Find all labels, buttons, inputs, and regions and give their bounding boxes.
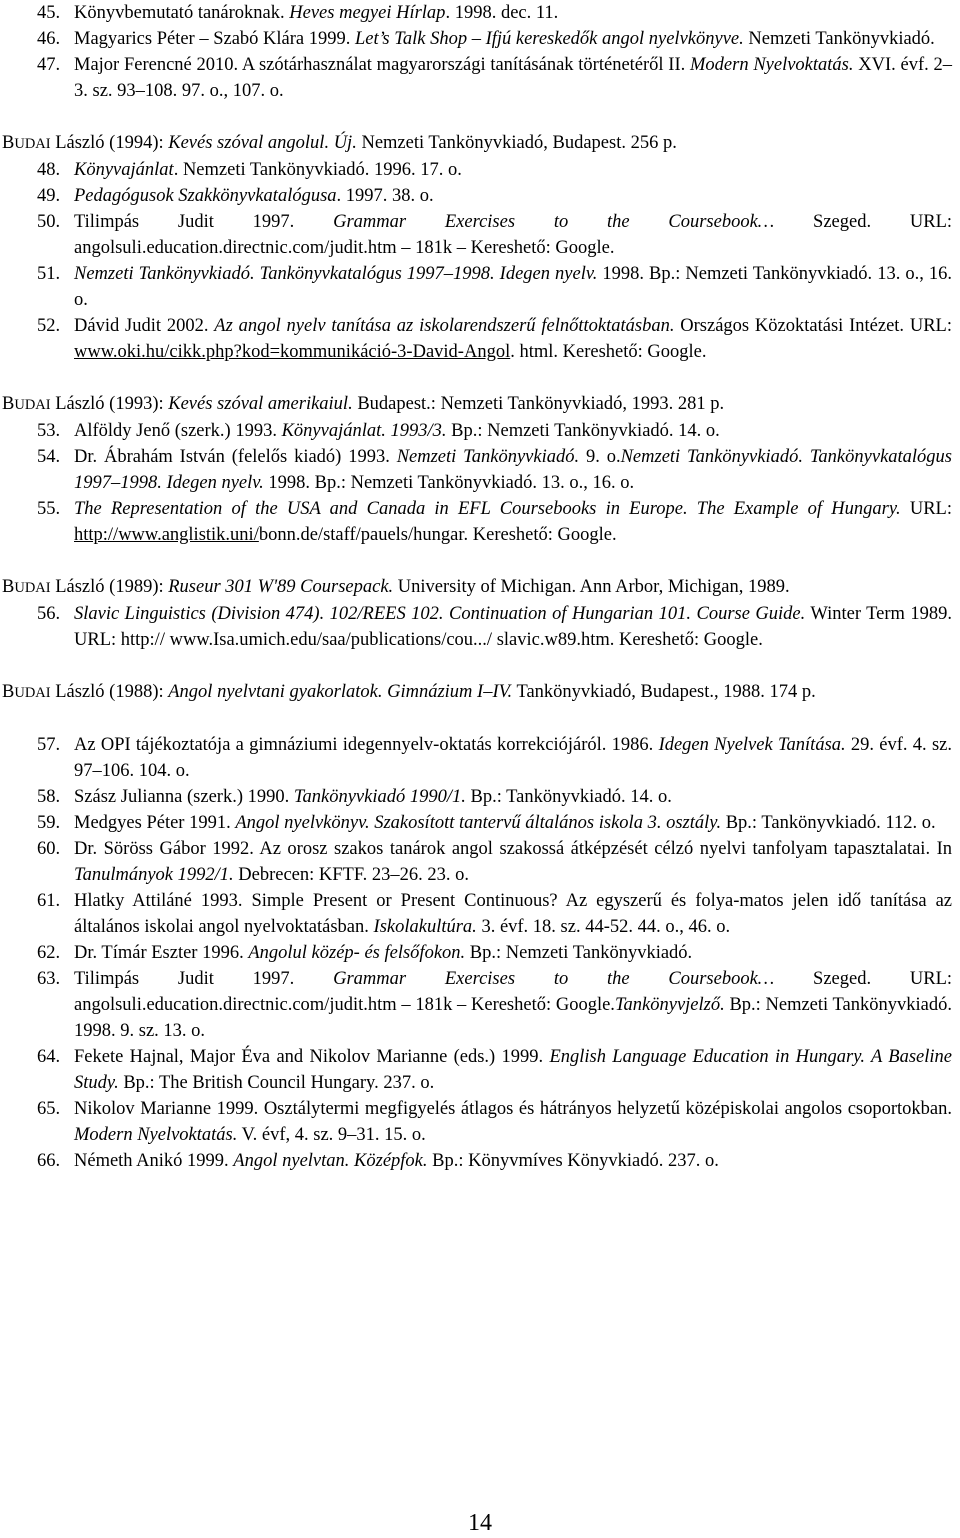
author-initial: B (2, 394, 15, 414)
text-run: Medgyes Péter 1991. (74, 813, 236, 833)
text-run: Nemzeti Tankönyvkiadó, Budapest. 256 p. (356, 133, 677, 153)
author-surname-smallcaps: UDAI (14, 580, 51, 596)
text-run: Magyarics Péter – Szabó Klára 1999. (74, 29, 356, 49)
text-run: . html. Kereshető: Google. (510, 342, 707, 362)
text-run: Szász Julianna (szerk.) 1990. (74, 787, 294, 807)
italic-title: Slavic Linguistics (Division 474). 102/REES 102. Continuation of Hungarian 101. Course Guide. (74, 604, 806, 624)
italic-title: Angol nyelvtani gyakorlatok. Gimnázium I–IV. (168, 682, 513, 702)
entry-number: 54. (37, 447, 61, 467)
text-run: László (1993): (50, 394, 169, 414)
section-heading (0, 574, 960, 601)
reference-list (0, 601, 960, 653)
text-run: Budapest.: Nemzeti Tankönyvkiadó, 1993. 281 p. (352, 394, 725, 414)
entry-number: 66. (37, 1151, 61, 1171)
author-surname-smallcaps: UDAI (14, 685, 51, 701)
reference-entry (0, 52, 960, 104)
reference-entry (0, 784, 960, 810)
text-run: Szeged. URL: angolsuli.education.directnic.com/judit.htm – 181k – Kereshető: Google. (74, 212, 953, 258)
reference-list (0, 418, 960, 548)
entry-number: 51. (37, 264, 61, 284)
entry-number: 57. (37, 735, 61, 755)
reference-list (0, 732, 960, 1174)
text-run: Bp.: Tankönyvkiadó. 112. o. (721, 813, 936, 833)
entry-number: 61. (37, 891, 61, 911)
reference-entry (0, 26, 960, 52)
italic-title: Nemzeti Tankönyvkiadó. (396, 447, 580, 467)
text-run: Nemzeti Tankönyvkiadó. (743, 29, 935, 49)
reference-entry (0, 940, 960, 966)
italic-title: Kevés szóval angolul. Új. (168, 133, 357, 153)
section-heading (0, 679, 960, 706)
reference-entry (0, 261, 960, 313)
author-section (0, 679, 960, 1174)
reference-entry (0, 601, 960, 653)
text-run: 1998. Bp.: Nemzeti Tankönyvkiadó. 13. o., 16. o. (263, 473, 635, 493)
text-run: Bp.: Nemzeti Tankönyvkiadó. (465, 943, 693, 963)
text-run: László (1988): (50, 682, 169, 702)
text-run: Dr. Ábrahám István (felelős kiadó) 1993. (74, 447, 397, 467)
italic-title: Idegen Nyelvek Tanítása. (658, 735, 846, 755)
italic-title: Grammar Exercises to the Coursebook… (333, 969, 775, 989)
entry-number: 53. (37, 421, 61, 441)
text-run: Bp.: Könyvmíves Könyvkiadó. 237. o. (427, 1151, 719, 1171)
italic-title: Heves megyei Hírlap (289, 3, 446, 23)
entry-number: 45. (37, 3, 61, 23)
italic-title: Az angol nyelv tanítása az iskolarendszerű felnőttoktatásban. (214, 316, 675, 336)
text-run: Nikolov Marianne 1999. Osztálytermi megfigyelés átlagos és hátrányos helyzetű középiskolai angolos csoportokban. (74, 1099, 952, 1119)
italic-title: Iskolakultúra. (373, 917, 477, 937)
reference-entry (0, 496, 960, 548)
entry-number: 46. (37, 29, 61, 49)
reference-entry (0, 888, 960, 940)
italic-title: Nemzeti Tankönyvkiadó. Tankönyvkatalógus 1997–1998. Idegen nyelv. (74, 447, 953, 493)
entry-number: 64. (37, 1047, 61, 1067)
italic-title: Angol nyelvtan. Középfok. (233, 1151, 428, 1171)
italic-title: Grammar Exercises to the Coursebook… (333, 212, 775, 232)
reference-entry (0, 836, 960, 888)
sections-container (0, 130, 960, 1174)
author-surname-smallcaps: UDAI (14, 136, 51, 152)
entry-number: 65. (37, 1099, 61, 1119)
entry-number: 52. (37, 316, 61, 336)
page-number: 14 (468, 1510, 492, 1536)
url-link[interactable]: www.oki.hu/cikk.php?kod=kommunikáció-3-David-Angol (74, 342, 511, 362)
text-run: Alföldy Jenő (szerk.) 1993. (74, 421, 282, 441)
entry-number: 60. (37, 839, 61, 859)
italic-title: Ruseur 301 W'89 Coursepack. (168, 577, 394, 597)
text-run: László (1989): (50, 577, 169, 597)
text-run: Bp.: Nemzeti Tankönyvkiadó. 1998. 9. sz. 13. o. (74, 995, 952, 1041)
url-link[interactable]: http://www.anglistik.uni/ (74, 525, 259, 545)
entry-number: 47. (37, 55, 61, 75)
italic-title: English Language Education in Hungary. A Baseline Study. (74, 1047, 952, 1093)
entry-number: 49. (37, 186, 61, 206)
text-run: Bp.: Tankönyvkiadó. 14. o. (465, 787, 672, 807)
author-section (0, 574, 960, 653)
reference-list (0, 157, 960, 365)
italic-title: Könyvajánlat. 1993/3. (281, 421, 447, 441)
text-run: Bp.: The British Council Hungary. 237. o. (118, 1073, 435, 1093)
text-run: bonn.de/staff/pauels/hungar. Kereshető: Google. (258, 525, 617, 545)
italic-title: Kevés szóval amerikaiul. (168, 394, 353, 414)
text-run: 1998. Bp.: Nemzeti Tankönyvkiadó. 13. o., 16. o. (74, 264, 952, 310)
section-heading (0, 391, 960, 418)
italic-title: Tanulmányok 1992/1. (74, 865, 234, 885)
author-section (0, 130, 960, 365)
italic-title: Tankönyvjelző. (614, 995, 725, 1015)
italic-title: Let’s Talk Shop – Ifjú kereskedők angol nyelvkönyve. (355, 29, 744, 49)
reference-list-top (0, 0, 960, 104)
italic-title: Angol nyelvkönyv. Szakosított tantervű általános iskola 3. osztály. (235, 813, 722, 833)
text-run: Országos Közoktatási Intézet. URL: (674, 316, 953, 336)
reference-entry (0, 810, 960, 836)
reference-entry (0, 0, 960, 26)
text-run: Fekete Hajnal, Major Éva and Nikolov Marianne (eds.) 1999. (74, 1047, 550, 1067)
author-initial: B (2, 133, 15, 153)
italic-title: Tankönyvkiadó 1990/1. (293, 787, 466, 807)
text-run: Tilimpás Judit 1997. (74, 212, 334, 232)
entry-number: 62. (37, 943, 61, 963)
text-run: László (1994): (50, 133, 169, 153)
text-run: 9. o. (579, 447, 621, 467)
text-run: Szeged. URL: angolsuli.education.directnic.com/judit.htm – 181k – Kereshető: Google. (74, 969, 953, 1015)
reference-entry (0, 1096, 960, 1148)
text-run: Dávid Judit 2002. (74, 316, 215, 336)
entry-number: 59. (37, 813, 61, 833)
author-surname-smallcaps: UDAI (14, 397, 51, 413)
reference-entry (0, 1044, 960, 1096)
text-run: Hlatky Attiláné 1993. Simple Present or Present Continuous? Az egyszerű és folya-matos jelen idő tanítása az általános iskolai angol nyelvoktatásban. (74, 891, 952, 937)
section-heading (0, 130, 960, 157)
text-run: Tilimpás Judit 1997. (74, 969, 334, 989)
text-run: Winter Term 1989. URL: http:// www.Isa.umich.edu/saa/publications/cou.../ slavic.w89.htm. Kereshető: Google. (74, 604, 952, 650)
entry-number: 56. (37, 604, 61, 624)
reference-entry (0, 966, 960, 1044)
entry-number: 48. (37, 160, 61, 180)
text-run: URL: (900, 499, 953, 519)
entry-number: 55. (37, 499, 61, 519)
text-run: 29. évf. 4. sz. 97–106. 104. o. (74, 735, 952, 781)
author-section (0, 391, 960, 548)
entry-number: 58. (37, 787, 61, 807)
text-run: . Nemzeti Tankönyvkiadó. 1996. 17. o. (173, 160, 462, 180)
italic-title: Könyvajánlat (74, 160, 174, 180)
text-run: 3. évf. 18. sz. 44-52. 44. o., 46. o. (476, 917, 731, 937)
italic-title: Pedagógusok Szakkönyvkatalógusa (74, 186, 337, 206)
reference-entry (0, 732, 960, 784)
italic-title: Modern Nyelvoktatás. (74, 1125, 238, 1145)
text-run: Debrecen: KFTF. 23–26. 23. o. (233, 865, 470, 885)
reference-entry (0, 183, 960, 209)
author-initial: B (2, 682, 15, 702)
text-run: University of Michigan. Ann Arbor, Michigan, 1989. (393, 577, 790, 597)
entry-number: 63. (37, 969, 61, 989)
text-run: Dr. Söröss Gábor 1992. Az orosz szakos tanárok angol szakossá átképzését célzó nyelvi tanfolyam tapasztalatai. In (74, 839, 952, 859)
entry-number: 50. (37, 212, 61, 232)
text-run: Major Ferencné 2010. A szótárhasználat magyarországi tanításának történetéről II. (74, 55, 690, 75)
reference-entry (0, 418, 960, 444)
reference-entry (0, 1148, 960, 1174)
reference-entry (0, 313, 960, 365)
text-run: XVI. évf. 2–3. sz. 93–108. 97. o., 107. o. (74, 55, 952, 101)
author-initial: B (2, 577, 15, 597)
italic-title: Nemzeti Tankönyvkiadó. Tankönyvkatalógus 1997–1998. Idegen nyelv. (74, 264, 598, 284)
reference-entry (0, 444, 960, 496)
text-run: Bp.: Nemzeti Tankönyvkiadó. 14. o. (446, 421, 720, 441)
reference-entry (0, 157, 960, 183)
italic-title: The Representation of the USA and Canada in EFL Coursebooks in Europe. The Example of Hungary. (74, 499, 901, 519)
text-run: V. évf, 4. sz. 9–31. 15. o. (237, 1125, 426, 1145)
text-run: Könyvbemutató tanároknak. (74, 3, 290, 23)
text-run: Tankönyvkiadó, Budapest., 1988. 174 p. (512, 682, 816, 702)
text-run: . 1998. dec. 11. (445, 3, 559, 23)
reference-entry (0, 209, 960, 261)
italic-title: Angolul közép- és felsőfokon. (248, 943, 466, 963)
text-run: Az OPI tájékoztatója a gimnáziumi idegennyelv-oktatás korrekciójáról. 1986. (74, 735, 659, 755)
text-run: Dr. Tímár Eszter 1996. (74, 943, 249, 963)
italic-title: Modern Nyelvoktatás. (690, 55, 854, 75)
text-run: Németh Anikó 1999. (74, 1151, 234, 1171)
text-run: . 1997. 38. o. (336, 186, 434, 206)
